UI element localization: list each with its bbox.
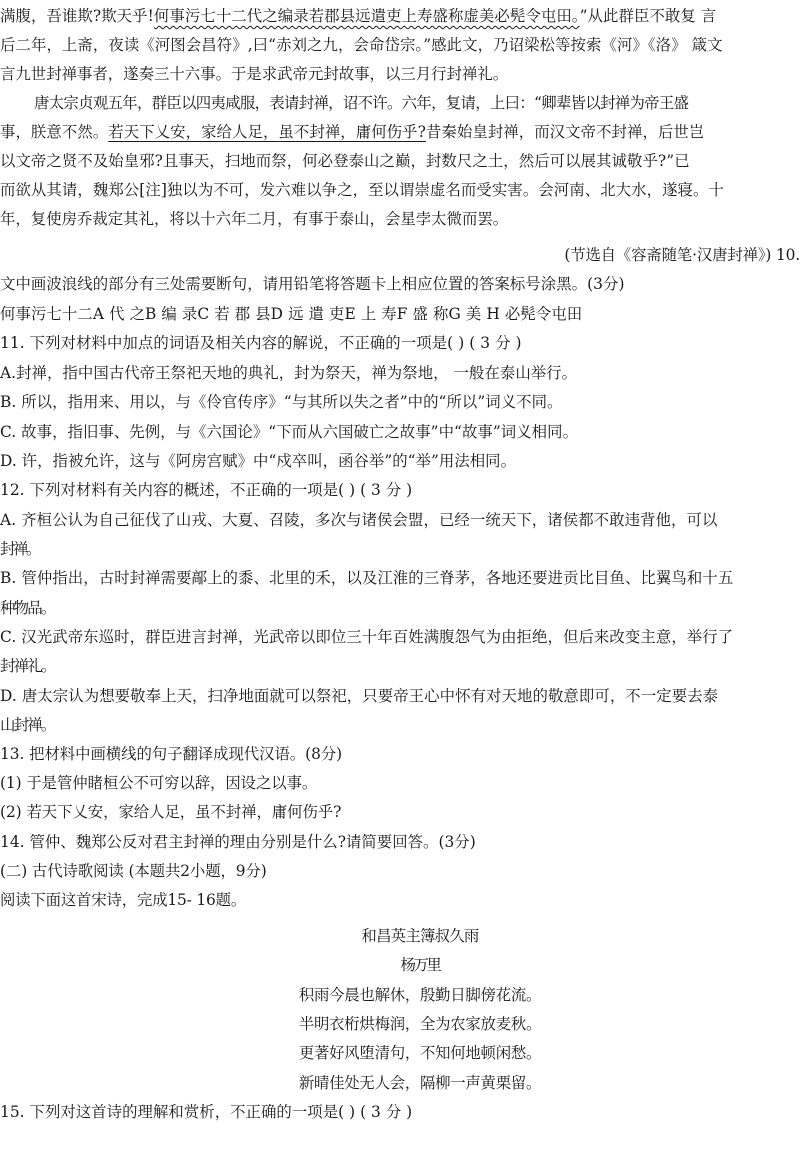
option-line — [0, 390, 800, 414]
question-line — [0, 830, 800, 854]
text-line — [0, 120, 800, 144]
text-segment: 后二年，上斋，夜读《河图会昌符》,曰“赤刘之九，会命岱宗。”感此文，乃诏梁松等按索《河》《洛》 箴文 — [0, 36, 723, 54]
text-segment: 唐太宗贞观五年，群臣以四夷咸服，表请封禅，诏不许。六年，复请，上曰：“卿辈皆以封禅为帝王盛 — [34, 94, 689, 112]
option-line — [0, 566, 800, 590]
text-segment: A.封禅，指中国古代帝王祭祀天地的典礼，封为祭天，禅为祭地， 一般在泰山举行。 — [0, 364, 578, 382]
question-line — [0, 272, 800, 296]
question-line — [0, 331, 800, 355]
option-line — [0, 449, 800, 473]
poem-line — [0, 1012, 800, 1036]
text-segment: 和昌英主簿叔久雨 — [361, 927, 479, 945]
poem-author — [0, 953, 800, 977]
source-citation — [0, 243, 800, 267]
text-segment: 阅读下面这首宋诗，完成15- 16题。 — [0, 891, 247, 909]
wavy-underlined-text: 何事污七十二代之编录若郡县远遣吏上寿盛称虚美必髡令屯田。 — [153, 7, 580, 25]
text-segment: 12. 下列对材料有关内容的概述，不正确的一项是( ) ( 3 分 ) — [0, 481, 413, 499]
text-segment: 年，复使房乔裁定其礼，将以十六年二月，有事于泰山，会星孛太微而罢。 — [0, 210, 509, 228]
section-heading — [0, 859, 800, 883]
option-line — [0, 654, 800, 678]
poem-title — [0, 924, 800, 948]
text-segment: C. 故事，指旧事、先例，与《六国论》“下而从六国破亡之故事”中“故事”词义相同。 — [0, 423, 579, 441]
text-segment: (节选自《容斋随笔·汉唐封禅》) 10. — [564, 246, 800, 264]
option-line — [0, 508, 800, 532]
text-segment: ”从此群臣不敢复 言 — [579, 7, 717, 25]
option-line — [0, 420, 800, 444]
text-segment: 何事污七十二A 代 之B 编 录C 若 郡 县D 远 遣 吏E 上 寿F 盛 称G 美 H 必髡令屯田 — [0, 305, 583, 323]
text-line — [0, 149, 800, 173]
poem-line — [0, 1071, 800, 1095]
text-segment: 14. 管仲、魏郑公反对君主封禅的理由分别是什么?请简要回答。(3分) — [0, 833, 476, 851]
poem-line — [0, 983, 800, 1007]
text-segment: (二) 古代诗歌阅读 (本题共2小题，9分) — [0, 862, 267, 880]
sub-question-line — [0, 800, 800, 824]
text-segment: 15. 下列对这首诗的理解和赏析，不正确的一项是( ) ( 3 分 ) — [0, 1103, 413, 1121]
option-line — [0, 684, 800, 708]
text-segment: 种物品。 — [0, 599, 55, 617]
text-line — [0, 33, 800, 57]
text-line — [0, 4, 800, 28]
text-segment: 杨万里 — [400, 956, 440, 974]
text-line — [0, 207, 800, 231]
text-segment: 封禅礼。 — [0, 657, 55, 675]
text-line — [0, 178, 800, 202]
poem-line — [0, 1041, 800, 1065]
option-line — [0, 537, 800, 561]
option-line — [0, 361, 800, 385]
text-segment: 13. 把材料中画横线的句子翻译成现代汉语。(8分) — [0, 745, 343, 763]
text-segment: 新晴佳处无人会，隔柳一声黄栗留。 — [298, 1074, 542, 1092]
sub-question-line — [0, 771, 800, 795]
text-segment: 而欲从其请，魏郑公[注]独以为不可，发六难以争之，至以谓崇虚名而受实害。会河南、北大水，遂寝。十 — [0, 181, 724, 199]
text-segment: 以文帝之贤不及始皇邪?且事天，扫地而祭，何必登泰山之巅，封数尺之土，然后可以展其诚敬乎?”已 — [0, 152, 690, 170]
text-segment: A. 齐桓公认为自己征伐了山戎、大夏、召陵，多次与诸侯会盟，已经一统天下，诸侯都不敢违背他，可以 — [0, 511, 718, 529]
text-segment: 言九世封禅事者，遂奏三十六事。于是求武帝元封故事，以三月行封禅礼。 — [0, 65, 509, 83]
text-segment: 封禅。 — [0, 540, 39, 558]
instruction-line — [0, 888, 800, 912]
text-line — [0, 62, 800, 86]
text-segment: 事，朕意不然。 — [0, 123, 109, 141]
text-segment: 半明衣桁烘梅润，全为农家放麦秋。 — [298, 1015, 542, 1033]
question-line — [0, 478, 800, 502]
question-line — [0, 742, 800, 766]
text-segment: 更著好风堕清句，不知何地顿闲愁。 — [298, 1044, 542, 1062]
option-line — [0, 713, 800, 737]
text-segment: C. 汉光武帝东巡时，群臣进言封禅，光武帝以即位三十年百姓满腹怨气为由拒绝，但后来改变主意，举行了 — [0, 628, 734, 646]
text-segment: B. 管仲指出，古时封禅需要鄗上的黍、北里的禾，以及江淮的三脊茅，各地还要进贡比目鱼、比翼鸟和十五 — [0, 569, 734, 587]
underlined-text: 若天下乂安，家给人足，虽不封禅，庸何伤乎? — [108, 123, 426, 141]
text-segment: 积雨今晨也解休，殷勤日脚傍花流。 — [298, 986, 542, 1004]
option-line — [0, 625, 800, 649]
text-segment: 昔秦始皇封禅，而汉文帝不封禅，后世岂 — [425, 123, 705, 141]
option-line — [0, 596, 800, 620]
text-segment: 满腹，吾谁欺?欺天乎! — [0, 7, 154, 25]
text-segment: B. 所以，指用来、用以，与《伶官传序》“与其所以失之者”中的“所以”词义不同。 — [0, 393, 563, 411]
text-segment: 11. 下列对材料中加点的词语及相关内容的解说，不正确的一项是( ) ( 3 分 ) — [0, 334, 522, 352]
text-line — [0, 91, 800, 115]
text-segment: (2) 若天下乂安，家给人足，虽不封禅，庸何伤乎? — [0, 803, 342, 821]
text-segment: 文中画波浪线的部分有三处需要断句，请用铅笔将答题卡上相应位置的答案标号涂黑。(3分) — [0, 275, 625, 293]
text-segment: D. 许，指被允许，这与《阿房宫赋》中“戍卒叫，函谷举”的“举”用法相同。 — [0, 452, 517, 470]
text-segment: (1) 于是管仲睹桓公不可穷以辞，因设之以事。 — [0, 774, 318, 792]
question-line — [0, 1100, 800, 1124]
text-segment: D. 唐太宗认为想要敬奉上天，扫净地面就可以祭祀，只要帝王心中怀有对天地的敬意即可，不一定要去泰 — [0, 687, 719, 705]
answer-options-line — [0, 302, 800, 326]
text-segment: 山封禅。 — [0, 716, 55, 734]
